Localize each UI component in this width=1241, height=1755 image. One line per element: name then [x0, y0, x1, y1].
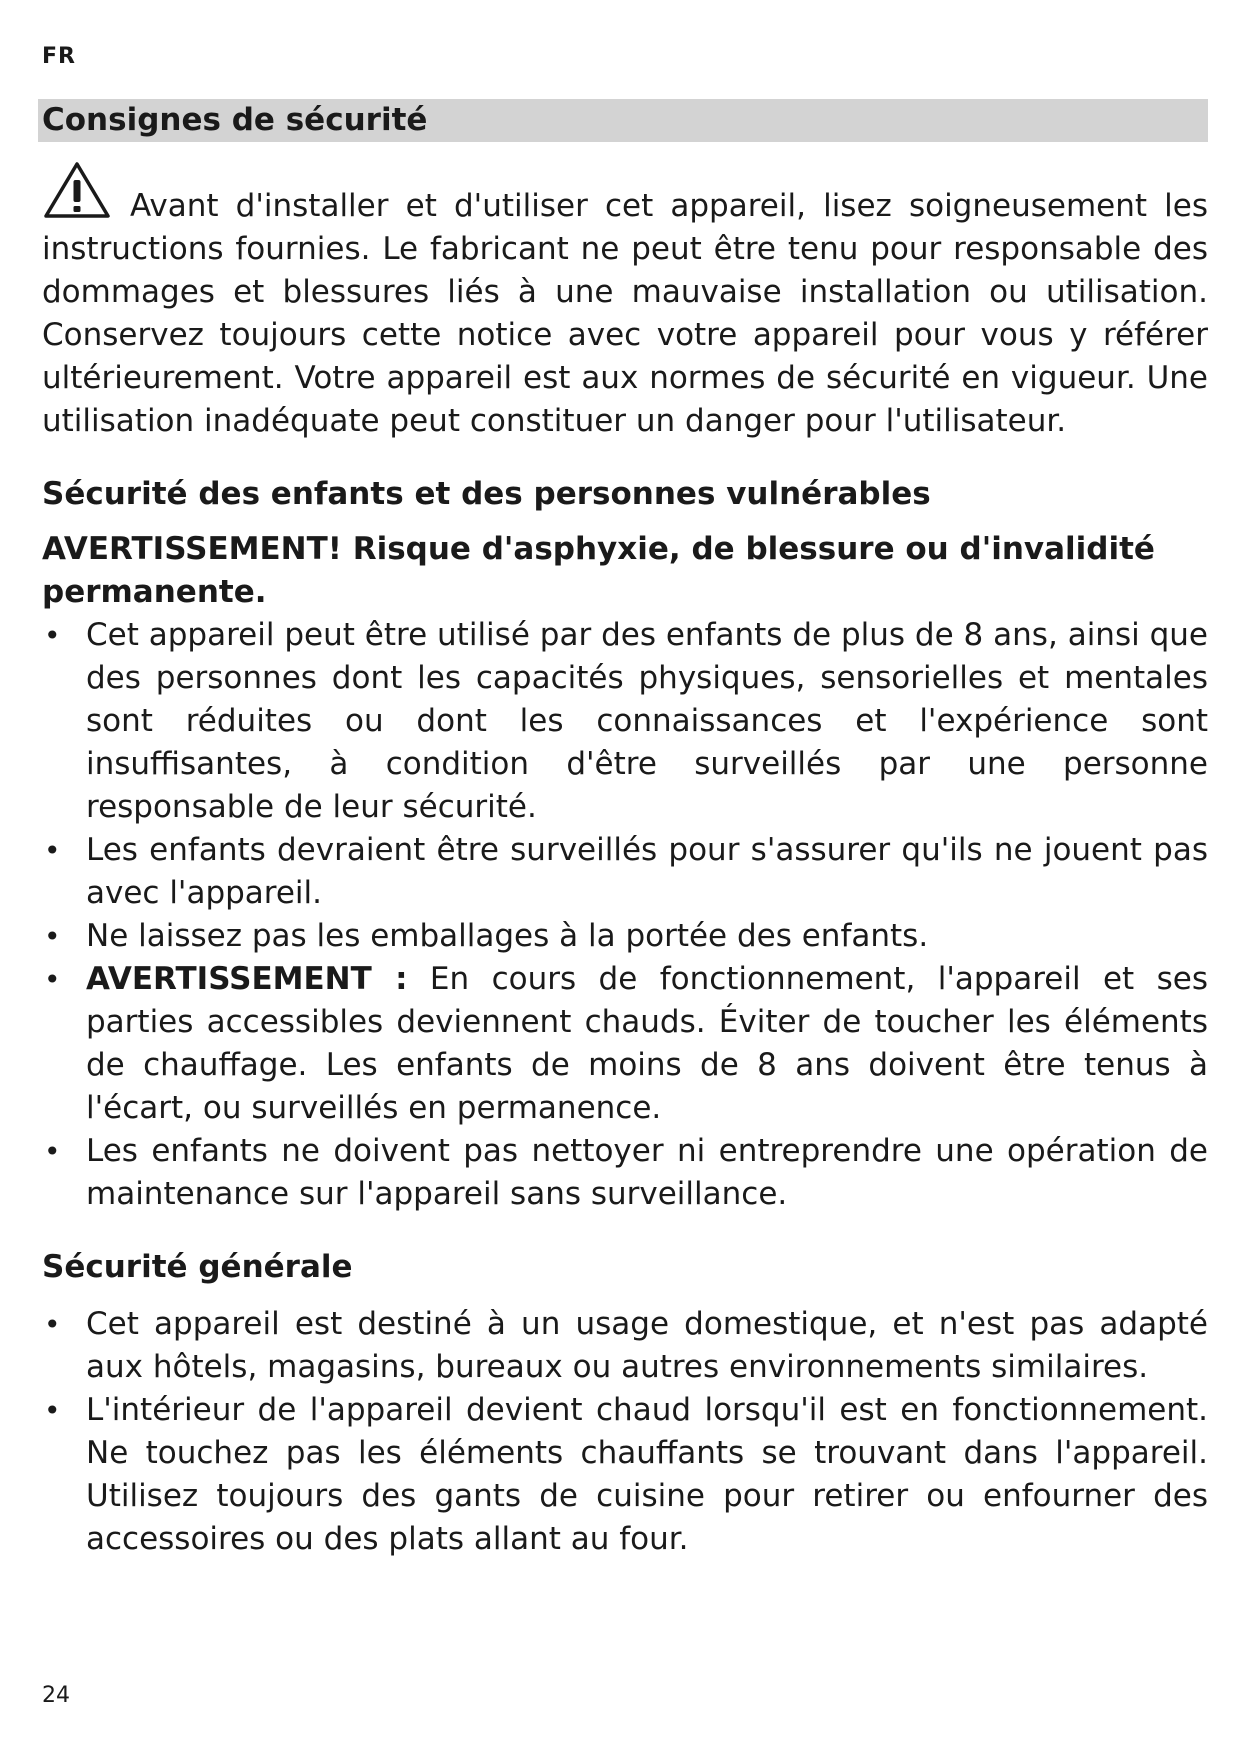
list-item — [42, 958, 1208, 1130]
list-item — [42, 1389, 1208, 1561]
page-title: Consignes de sécurité — [42, 102, 428, 138]
list-item-text: Cet appareil peut être utilisé par des enfants de plus de 8 ans, ainsi que des personnes dont les capacités physiques, sensorielles et mentales sont réduites ou dont les connaissances et l'expérience sont insuffisantes, à condition d'être surveillés par une personne responsable de leur sécurité. — [86, 617, 1208, 825]
bullet-icon: • — [44, 963, 61, 996]
list-item-text: Cet appareil est destiné à un usage domestique, et n'est pas adapté aux hôtels, magasins, bureaux ou autres environnements similaires. — [86, 1306, 1208, 1385]
bullet-icon: • — [44, 920, 61, 953]
bullet-icon: • — [44, 1135, 61, 1168]
intro-paragraph — [42, 160, 1208, 443]
language-label: FR — [42, 44, 76, 69]
section-title-bar — [38, 99, 1208, 142]
page-number: 24 — [42, 1683, 70, 1708]
list-item — [42, 915, 1208, 958]
children-warning-heading: AVERTISSEMENT! Risque d'asphyxie, de blessure ou d'invalidité permanente. — [42, 531, 1155, 610]
general-safety-heading: Sécurité générale — [42, 1249, 353, 1285]
bullet-icon: • — [44, 619, 61, 652]
intro-text: Avant d'installer et d'utiliser cet appareil, lisez soigneusement les instructions fournies. Le fabricant ne peut être tenu pour responsable des dommages et blessures liés à une mauvaise installation ou utilisation. Conservez toujours cette notice avec votre appareil pour vous y référer ultérieurement. Votre appareil est aux normes de sécurité en vigueur. Une utilisation inadéquate peut constituer un danger pour l'utilisateur. — [42, 188, 1208, 439]
list-item-warning-label: AVERTISSEMENT : — [86, 961, 408, 997]
content-area — [42, 160, 1208, 1561]
list-item-text: Les enfants devraient être surveillés pour s'assurer qu'ils ne jouent pas avec l'appareil. — [86, 832, 1208, 911]
list-item-text: Les enfants ne doivent pas nettoyer ni entreprendre une opération de maintenance sur l'appareil sans surveillance. — [86, 1133, 1208, 1212]
bullet-icon: • — [44, 834, 61, 867]
list-item — [42, 614, 1208, 829]
list-item-text: L'intérieur de l'appareil devient chaud lorsqu'il est en fonctionnement. Ne touchez pas les éléments chauffants se trouvant dans l'appareil. Utilisez toujours des gants de cuisine pour retirer ou enfourner des accessoires ou des plats allant au four. — [86, 1392, 1208, 1557]
list-item — [42, 1303, 1208, 1389]
children-safety-list — [42, 614, 1208, 1216]
bullet-icon: • — [44, 1394, 61, 1427]
warning-triangle-icon — [42, 160, 112, 222]
bullet-icon: • — [44, 1308, 61, 1341]
list-item — [42, 1130, 1208, 1216]
list-item-text: En cours de fonctionnement, l'appareil et ses parties accessibles deviennent chauds. Éviter de toucher les éléments de chauffage. Les enfants de moins de 8 ans doivent être tenus à l'écart, ou surveillés en permanence. — [86, 961, 1208, 1126]
list-item-text: Ne laissez pas les emballages à la portée des enfants. — [86, 918, 929, 954]
list-item — [42, 829, 1208, 915]
general-safety-list — [42, 1303, 1208, 1561]
children-safety-heading: Sécurité des enfants et des personnes vulnérables — [42, 476, 931, 512]
